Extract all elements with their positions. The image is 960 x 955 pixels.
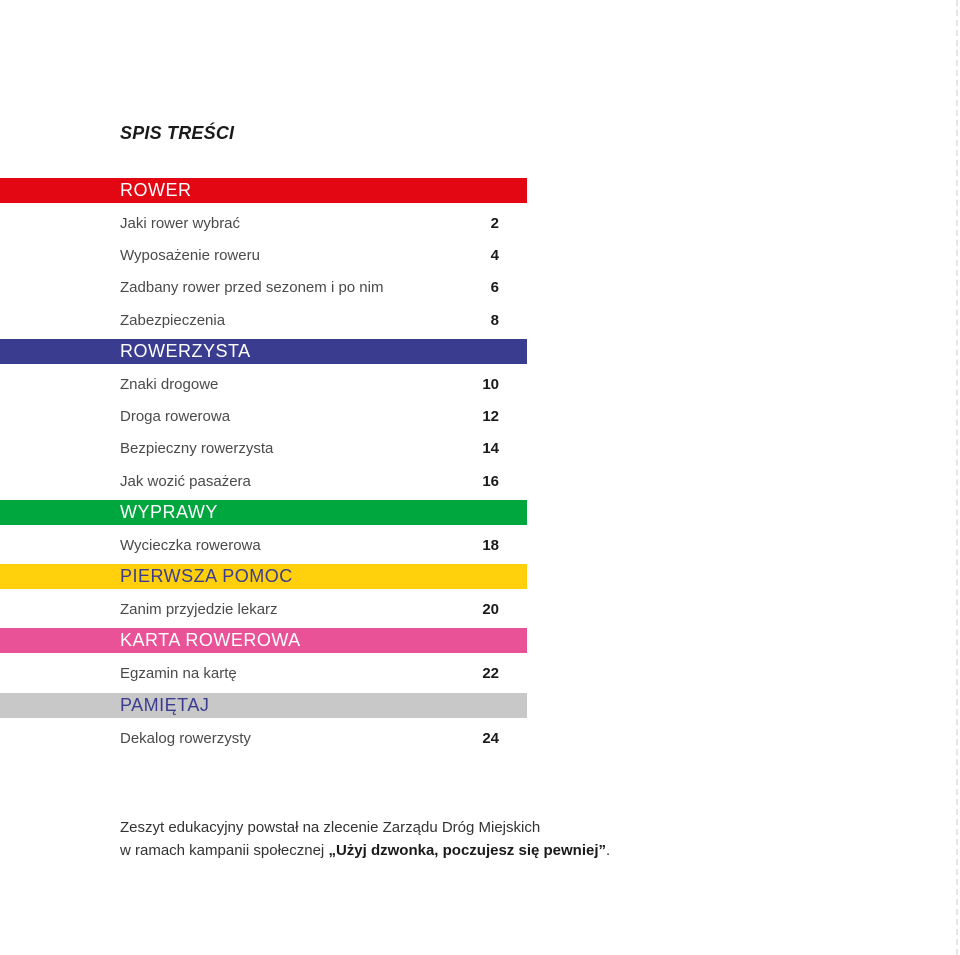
- toc-entry-page: 22: [482, 664, 499, 682]
- section-header-rower: ROWER: [0, 178, 527, 203]
- toc-entry[interactable]: [120, 372, 499, 396]
- toc-entry-page: 14: [482, 439, 499, 457]
- toc-entry[interactable]: [120, 404, 499, 428]
- toc-entry-label: Jak wozić pasażera: [120, 472, 251, 490]
- toc-entry[interactable]: [120, 243, 499, 267]
- toc-entry-label: Wycieczka rowerowa: [120, 536, 261, 554]
- campaign-name: „Użyj dzwonka, poczujesz się pewniej”: [328, 842, 607, 859]
- toc-entry-label: Droga rowerowa: [120, 407, 231, 425]
- footer-line-2-prefix: w ramach kampanii społecznej: [120, 842, 329, 859]
- section-header-karta-rowerowa: KARTA ROWEROWA: [0, 628, 527, 653]
- toc-entry-label: Wyposażenie roweru: [120, 246, 260, 264]
- section-header-pamietaj: PAMIĘTAJ: [0, 693, 527, 718]
- toc-entry[interactable]: [120, 436, 499, 460]
- toc-entry-label: Bezpieczny rowerzysta: [120, 439, 274, 457]
- page-edge-dashed-line: [956, 0, 958, 955]
- toc-entry[interactable]: [120, 211, 499, 235]
- toc-entry-page: 24: [482, 729, 499, 747]
- toc-entry[interactable]: [120, 726, 499, 750]
- footer-line-1: Zeszyt edukacyjny powstał na zlecenie Zarządu Dróg Miejskich: [120, 819, 541, 836]
- toc-entry-page: 2: [490, 214, 499, 232]
- toc-entry[interactable]: [120, 597, 499, 621]
- footer-line-2: [120, 839, 680, 862]
- section-header-wyprawy: WYPRAWY: [0, 500, 527, 525]
- toc-entry-page: 10: [482, 375, 499, 393]
- section-header-pierwsza-pomoc: PIERWSZA POMOC: [0, 564, 527, 589]
- toc-entry-page: 18: [482, 536, 499, 554]
- toc-entry-label: Jaki rower wybrać: [120, 214, 241, 232]
- toc-entry-label: Zadbany rower przed sezonem i po nim: [120, 278, 384, 296]
- section-header-rowerzysta: ROWERZYSTA: [0, 339, 527, 364]
- toc-entry[interactable]: [120, 469, 499, 493]
- toc-entry-page: 8: [490, 311, 499, 329]
- toc-entry-label: Dekalog rowerzysty: [120, 729, 251, 747]
- page-title: SPIS TREŚCI: [120, 123, 235, 143]
- toc-entry-page: 16: [482, 472, 499, 490]
- toc-entry-page: 6: [490, 278, 499, 296]
- toc-entry[interactable]: [120, 275, 499, 299]
- toc-entry-label: Zanim przyjedzie lekarz: [120, 600, 278, 618]
- toc-entry[interactable]: [120, 661, 499, 685]
- toc-entry-label: Zabezpieczenia: [120, 311, 226, 329]
- toc-entry-label: Egzamin na kartę: [120, 664, 237, 682]
- toc-entry-page: 4: [490, 246, 499, 264]
- toc-entry-page: 20: [482, 600, 499, 618]
- footer-line-2-suffix: .: [606, 842, 611, 859]
- footer-note: [120, 816, 680, 862]
- toc-entry[interactable]: [120, 308, 499, 332]
- toc-entry-label: Znaki drogowe: [120, 375, 219, 393]
- toc-entry-page: 12: [482, 407, 499, 425]
- toc-entry[interactable]: [120, 533, 499, 557]
